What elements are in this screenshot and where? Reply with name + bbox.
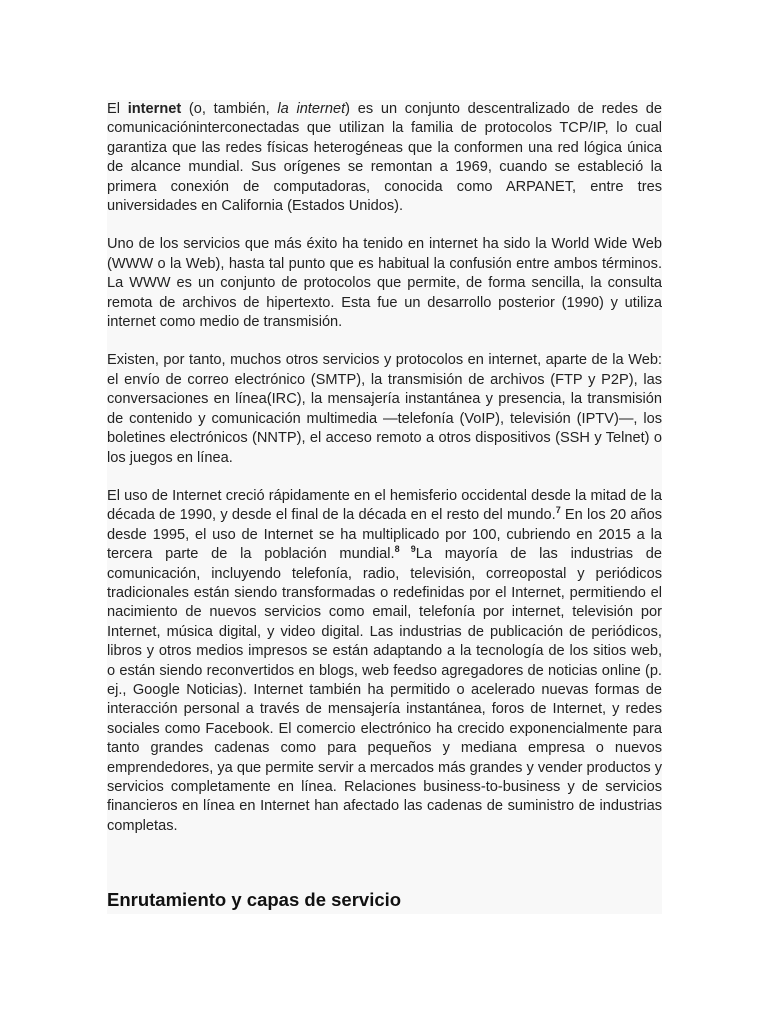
text-run: La mayoría de las industrias de comunicación, incluyendo telefonía, radio, televisión, correopostal y periódicos tradicionales están siendo transformadas o redefinidas por el Internet, permitiendo el nacimiento de nuevos servicios como email, telefonía por internet, televisión por Internet, música digital, y video digital. Las industrias de publicación de periódicos, libros y otros medios impresos se están adaptando a la tecnología de los sitios web, o están siendo reconvertidos en blogs, web feedso agregadores de noticias online (p. ej., Google Noticias). Internet también ha permitido o acelerado nuevas formas de interacción personal a través de mensajería instantánea, foros de Internet, y redes sociales como Facebook. El comercio electrónico ha crecido exponencialmente para tanto grandes cadenas como para pequeños y mediana empresa o nuevos emprendedores, ya que permite servir a mercados más grandes y vender productos y servicios completamente en línea. Relaciones business-to-business y de servicios financieros en línea en Internet han afectado las cadenas de suministro de industrias completas. — [107, 546, 662, 834]
text-run: El uso de Internet creció rápidamente en el hemisferio occidental desde la mitad de la década de 1990, y desde el final de la década en el resto del mundo. — [107, 487, 662, 524]
term-la-internet: la internet — [277, 101, 346, 117]
article-body — [107, 100, 662, 914]
reference-marker: 7 — [555, 505, 561, 516]
paragraph-internet-definition — [107, 100, 662, 216]
section-spacer — [107, 836, 662, 888]
text-run: En los 20 años desde 1995, el uso de Internet se ha multiplicado por 100, cubriendo en 2015 a la tercera parte de la población mundial. — [107, 507, 663, 563]
reference-marker: 8 9 — [394, 544, 416, 555]
paragraph-other-services: Existen, por tanto, muchos otros servicios y protocolos en internet, aparte de la Web: el envío de correo electrónico (SMTP), la transmisión de archivos (FTP y P2P), las conversaciones en línea(IRC), la mensajería instantánea y presencia, la transmisión de contenido y comunicación multimedia —telefonía (VoIP), televisión (IPTV)—, los boletines electrónicos (NNTP), el acceso remoto a otros dispositivos (SSH y Telnet) o los juegos en línea. — [107, 352, 662, 466]
section-heading: Enrutamiento y capas de servicio — [107, 889, 402, 911]
text-run: El — [107, 101, 128, 117]
text-run: ) es un conjunto descentralizado de redes de comunicacióninterconectadas que utilizan la familia de protocolos TCP/IP, lo cual garantiza que las redes físicas heterogéneas que la conformen una red lógica única de alcance mundial. Sus orígenes se remontan a 1969, cuando se estableció la primera conexión de computadoras, conocida como ARPANET, entre tres universidades en California (Estados Unidos). — [107, 101, 663, 215]
paragraph-world-wide-web: Uno de los servicios que más éxito ha tenido en internet ha sido la World Wide Web (WWW o la Web), hasta tal punto que es habitual la confusión entre ambos términos. La WWW es un conjunto de protocolos que permite, de forma sencilla, la consulta remota de archivos de hipertexto. Esta fue un desarrollo posterior (1990) y utiliza internet como medio de transmisión. — [107, 236, 662, 331]
text-run: (o, también, — [181, 101, 278, 117]
paragraph-internet-growth — [107, 487, 662, 836]
term-internet: internet — [127, 101, 182, 117]
